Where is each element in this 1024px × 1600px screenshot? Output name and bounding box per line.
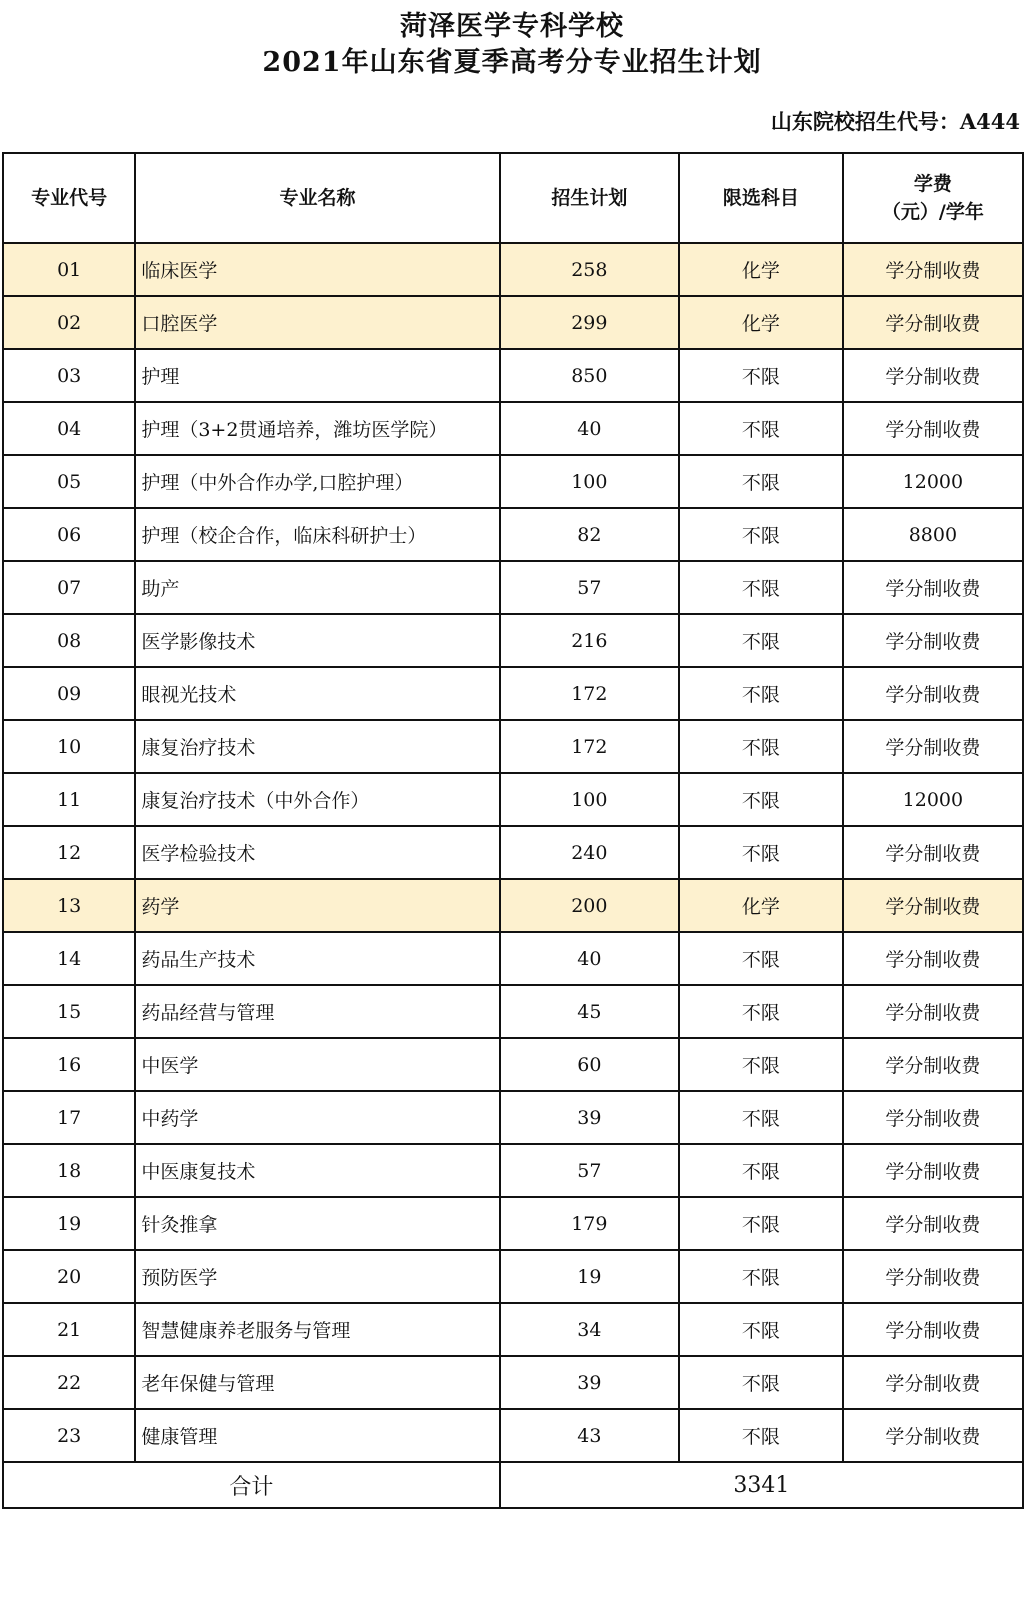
table-row — [3, 1250, 1023, 1303]
cell-code: 06 — [3, 508, 135, 561]
cell-code: 10 — [3, 720, 135, 773]
cell-subject: 不限 — [679, 985, 843, 1038]
cell-code: 11 — [3, 773, 135, 826]
cell-name: 中医康复技术 — [135, 1144, 499, 1197]
cell-subject: 化学 — [679, 243, 843, 296]
cell-fee: 学分制收费 — [843, 720, 1023, 773]
cell-code: 18 — [3, 1144, 135, 1197]
total-value: 3341 — [500, 1462, 1023, 1508]
table-row — [3, 1091, 1023, 1144]
enrollment-plan-table — [2, 152, 1024, 1509]
cell-subject: 不限 — [679, 455, 843, 508]
cell-subject: 不限 — [679, 1197, 843, 1250]
cell-plan: 39 — [500, 1091, 679, 1144]
cell-plan: 57 — [500, 1144, 679, 1197]
cell-plan: 299 — [500, 296, 679, 349]
cell-fee: 学分制收费 — [843, 243, 1023, 296]
table-row — [3, 1356, 1023, 1409]
header-name: 专业名称 — [135, 153, 499, 243]
table-row — [3, 402, 1023, 455]
cell-fee: 12000 — [843, 773, 1023, 826]
cell-plan: 43 — [500, 1409, 679, 1462]
cell-code: 14 — [3, 932, 135, 985]
table-row — [3, 561, 1023, 614]
cell-fee: 学分制收费 — [843, 932, 1023, 985]
cell-fee: 学分制收费 — [843, 1409, 1023, 1462]
cell-subject: 不限 — [679, 349, 843, 402]
cell-subject: 不限 — [679, 720, 843, 773]
table-row — [3, 667, 1023, 720]
cell-plan: 179 — [500, 1197, 679, 1250]
cell-plan: 216 — [500, 614, 679, 667]
cell-name: 药品生产技术 — [135, 932, 499, 985]
table-row — [3, 614, 1023, 667]
table-row — [3, 296, 1023, 349]
cell-code: 20 — [3, 1250, 135, 1303]
cell-subject: 不限 — [679, 561, 843, 614]
table-header-row — [3, 153, 1023, 243]
cell-subject: 不限 — [679, 1091, 843, 1144]
cell-subject: 不限 — [679, 402, 843, 455]
cell-plan: 258 — [500, 243, 679, 296]
cell-code: 07 — [3, 561, 135, 614]
cell-subject: 不限 — [679, 1356, 843, 1409]
cell-name: 眼视光技术 — [135, 667, 499, 720]
cell-fee: 学分制收费 — [843, 667, 1023, 720]
header-fee-line2: （元）/学年 — [881, 201, 984, 223]
cell-subject: 不限 — [679, 614, 843, 667]
cell-code: 19 — [3, 1197, 135, 1250]
cell-code: 03 — [3, 349, 135, 402]
cell-name: 老年保健与管理 — [135, 1356, 499, 1409]
cell-subject: 不限 — [679, 1144, 843, 1197]
cell-name: 药学 — [135, 879, 499, 932]
table-row — [3, 1409, 1023, 1462]
cell-fee: 学分制收费 — [843, 402, 1023, 455]
total-label: 合计 — [3, 1462, 500, 1508]
cell-plan: 60 — [500, 1038, 679, 1091]
cell-name: 康复治疗技术（中外合作） — [135, 773, 499, 826]
cell-fee: 学分制收费 — [843, 1038, 1023, 1091]
cell-code: 05 — [3, 455, 135, 508]
total-row — [3, 1462, 1023, 1508]
table-row — [3, 1303, 1023, 1356]
header-plan: 招生计划 — [500, 153, 679, 243]
cell-plan: 100 — [500, 773, 679, 826]
cell-fee: 12000 — [843, 455, 1023, 508]
cell-subject: 不限 — [679, 826, 843, 879]
cell-plan: 45 — [500, 985, 679, 1038]
cell-name: 护理（3+2贯通培养，潍坊医学院） — [135, 402, 499, 455]
cell-plan: 57 — [500, 561, 679, 614]
cell-subject: 不限 — [679, 1038, 843, 1091]
cell-code: 23 — [3, 1409, 135, 1462]
cell-name: 临床医学 — [135, 243, 499, 296]
table-row — [3, 1038, 1023, 1091]
cell-name: 口腔医学 — [135, 296, 499, 349]
table-row — [3, 243, 1023, 296]
cell-plan: 172 — [500, 720, 679, 773]
document-title: 菏泽医学专科学校 — [400, 11, 624, 42]
cell-code: 13 — [3, 879, 135, 932]
cell-name: 助产 — [135, 561, 499, 614]
cell-name: 智慧健康养老服务与管理 — [135, 1303, 499, 1356]
cell-fee: 学分制收费 — [843, 296, 1023, 349]
cell-fee: 学分制收费 — [843, 1197, 1023, 1250]
cell-fee: 学分制收费 — [843, 1303, 1023, 1356]
cell-name: 健康管理 — [135, 1409, 499, 1462]
cell-plan: 100 — [500, 455, 679, 508]
cell-code: 02 — [3, 296, 135, 349]
cell-subject: 化学 — [679, 879, 843, 932]
header-code: 专业代号 — [3, 153, 135, 243]
cell-plan: 40 — [500, 402, 679, 455]
cell-plan: 39 — [500, 1356, 679, 1409]
cell-name: 预防医学 — [135, 1250, 499, 1303]
table-row — [3, 826, 1023, 879]
header-fee — [843, 153, 1023, 243]
cell-subject: 不限 — [679, 932, 843, 985]
table-row — [3, 349, 1023, 402]
cell-name: 医学检验技术 — [135, 826, 499, 879]
table-row — [3, 879, 1023, 932]
cell-plan: 34 — [500, 1303, 679, 1356]
cell-code: 04 — [3, 402, 135, 455]
cell-plan: 40 — [500, 932, 679, 985]
cell-name: 中药学 — [135, 1091, 499, 1144]
cell-fee: 学分制收费 — [843, 1091, 1023, 1144]
cell-fee: 学分制收费 — [843, 1250, 1023, 1303]
header-fee-line1: 学费 — [913, 172, 952, 195]
cell-plan: 82 — [500, 508, 679, 561]
cell-code: 09 — [3, 667, 135, 720]
cell-subject: 不限 — [679, 508, 843, 561]
cell-subject: 不限 — [679, 1409, 843, 1462]
cell-fee: 8800 — [843, 508, 1023, 561]
table-row — [3, 455, 1023, 508]
cell-code: 08 — [3, 614, 135, 667]
cell-name: 护理（校企合作，临床科研护士） — [135, 508, 499, 561]
cell-fee: 学分制收费 — [843, 349, 1023, 402]
cell-code: 12 — [3, 826, 135, 879]
cell-fee: 学分制收费 — [843, 879, 1023, 932]
cell-plan: 19 — [500, 1250, 679, 1303]
cell-code: 22 — [3, 1356, 135, 1409]
cell-plan: 172 — [500, 667, 679, 720]
cell-name: 康复治疗技术 — [135, 720, 499, 773]
cell-name: 医学影像技术 — [135, 614, 499, 667]
cell-name: 护理 — [135, 349, 499, 402]
cell-code: 21 — [3, 1303, 135, 1356]
table-row — [3, 1144, 1023, 1197]
cell-plan: 240 — [500, 826, 679, 879]
table-row — [3, 508, 1023, 561]
table-row — [3, 932, 1023, 985]
table-row — [3, 773, 1023, 826]
cell-name: 中医学 — [135, 1038, 499, 1091]
cell-plan: 850 — [500, 349, 679, 402]
table-row — [3, 720, 1023, 773]
cell-subject: 不限 — [679, 1303, 843, 1356]
cell-name: 药品经营与管理 — [135, 985, 499, 1038]
document-subtitle: 2021年山东省夏季高考分专业招生计划 — [262, 47, 762, 78]
cell-name: 针灸推拿 — [135, 1197, 499, 1250]
cell-fee: 学分制收费 — [843, 1144, 1023, 1197]
cell-code: 17 — [3, 1091, 135, 1144]
cell-subject: 化学 — [679, 296, 843, 349]
cell-fee: 学分制收费 — [843, 1356, 1023, 1409]
cell-fee: 学分制收费 — [843, 985, 1023, 1038]
cell-fee: 学分制收费 — [843, 614, 1023, 667]
cell-fee: 学分制收费 — [843, 826, 1023, 879]
cell-name: 护理（中外合作办学,口腔护理） — [135, 455, 499, 508]
cell-subject: 不限 — [679, 667, 843, 720]
school-code: 山东院校招生代号：A444 — [770, 109, 1020, 134]
cell-code: 15 — [3, 985, 135, 1038]
header-subject: 限选科目 — [679, 153, 843, 243]
cell-code: 16 — [3, 1038, 135, 1091]
cell-subject: 不限 — [679, 773, 843, 826]
table-row — [3, 985, 1023, 1038]
table-row — [3, 1197, 1023, 1250]
cell-plan: 200 — [500, 879, 679, 932]
cell-fee: 学分制收费 — [843, 561, 1023, 614]
cell-code: 01 — [3, 243, 135, 296]
cell-subject: 不限 — [679, 1250, 843, 1303]
